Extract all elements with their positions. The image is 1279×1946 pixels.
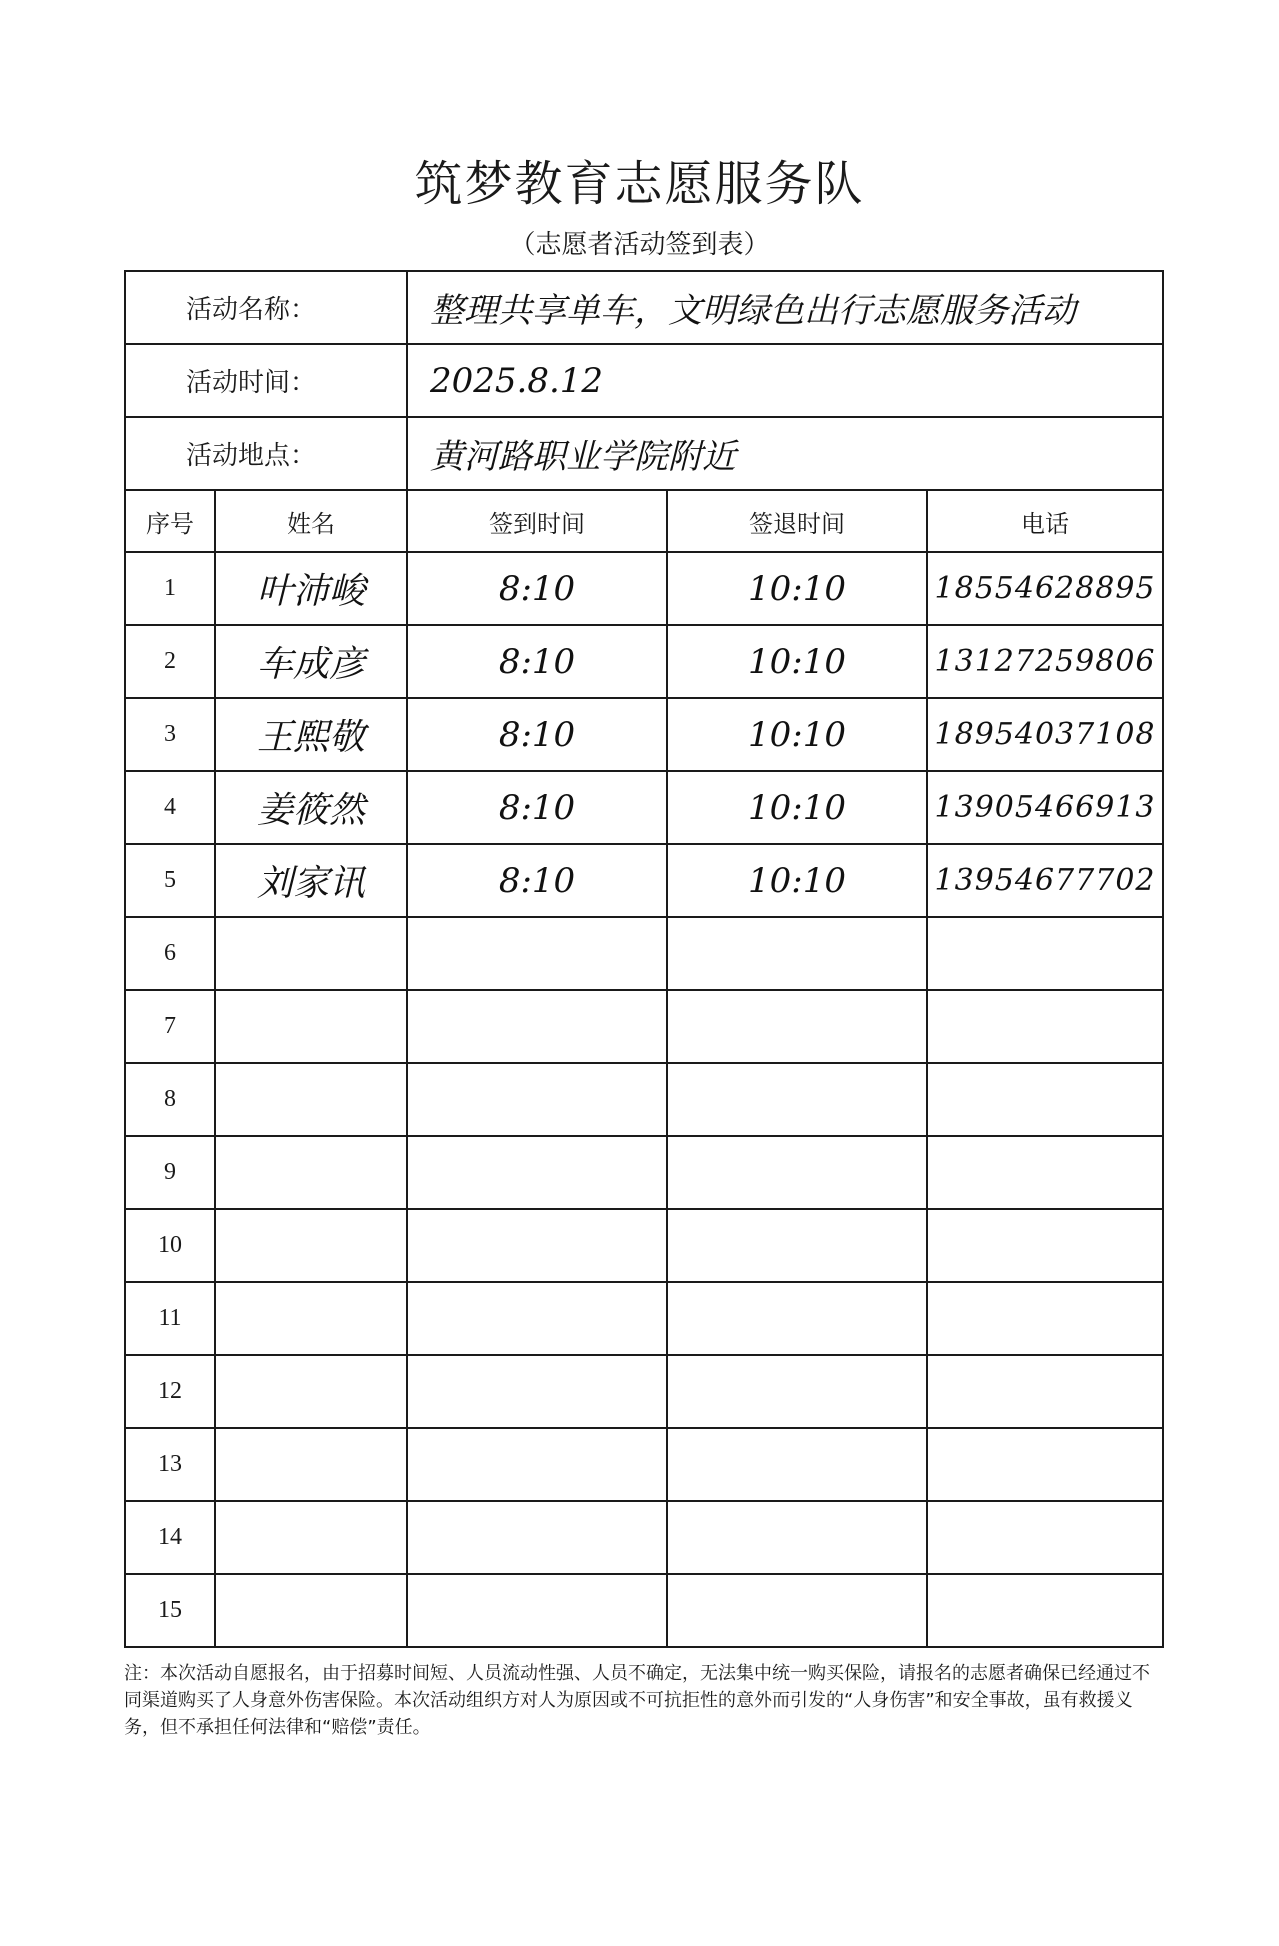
cell-index: 15: [125, 1574, 215, 1647]
table-row: [125, 1282, 1163, 1355]
cell-index: 8: [125, 1063, 215, 1136]
cell-index: 10: [125, 1209, 215, 1282]
table-row: [125, 698, 1163, 771]
column-header-index: 序号: [125, 490, 215, 552]
column-header-sign-in: 签到时间: [407, 490, 667, 552]
cell-index: 13: [125, 1428, 215, 1501]
activity-place-row: [125, 417, 1163, 490]
cell-name: 王熙敬: [215, 698, 407, 771]
activity-time-row: [125, 344, 1163, 417]
cell-name: 刘家讯: [215, 844, 407, 917]
cell-phone: 18554628895: [927, 552, 1163, 625]
cell-sign-out-time: [667, 1501, 927, 1574]
cell-name: 姜筱然: [215, 771, 407, 844]
cell-sign-out-time: [667, 1574, 927, 1647]
column-header-phone: 电话: [927, 490, 1163, 552]
cell-phone: [927, 1355, 1163, 1428]
cell-name: [215, 1501, 407, 1574]
cell-phone: [927, 917, 1163, 990]
cell-index: 1: [125, 552, 215, 625]
cell-sign-out-time: [667, 990, 927, 1063]
cell-sign-in-time: [407, 1209, 667, 1282]
cell-sign-in-time: 8:10: [407, 771, 667, 844]
cell-phone: [927, 1209, 1163, 1282]
activity-place-label: 活动地点：: [125, 417, 407, 490]
table-row: [125, 1063, 1163, 1136]
table-header-row: [125, 490, 1163, 552]
cell-sign-out-time: [667, 1282, 927, 1355]
table-row: [125, 1355, 1163, 1428]
cell-sign-out-time: [667, 1136, 927, 1209]
cell-name: [215, 1282, 407, 1355]
cell-sign-out-time: 10:10: [667, 552, 927, 625]
cell-sign-in-time: [407, 1136, 667, 1209]
cell-sign-in-time: [407, 1282, 667, 1355]
cell-index: 14: [125, 1501, 215, 1574]
cell-name: [215, 917, 407, 990]
cell-name: [215, 1063, 407, 1136]
cell-sign-in-time: [407, 990, 667, 1063]
activity-time-value: 2025.8.12: [407, 344, 1163, 417]
cell-index: 2: [125, 625, 215, 698]
cell-phone: [927, 1501, 1163, 1574]
cell-phone: 13905466913: [927, 771, 1163, 844]
table-row: [125, 771, 1163, 844]
cell-sign-in-time: [407, 1501, 667, 1574]
cell-sign-out-time: [667, 1063, 927, 1136]
cell-sign-out-time: 10:10: [667, 844, 927, 917]
cell-sign-out-time: 10:10: [667, 625, 927, 698]
table-row: [125, 1209, 1163, 1282]
table-row: [125, 552, 1163, 625]
disclaimer-note: 注：本次活动自愿报名，由于招募时间短、人员流动性强、人员不确定，无法集中统一购买保险，请报名的志愿者确保已经通过不同渠道购买了人身意外伤害保险。本次活动组织方对人为原因或不可抗拒性的意外而引发的“人身伤害”和安全事故，虽有救援义务，但不承担任何法律和“赔偿”责任。: [124, 1663, 1150, 1738]
cell-sign-in-time: [407, 1355, 667, 1428]
cell-sign-in-time: [407, 1428, 667, 1501]
cell-name: [215, 1209, 407, 1282]
cell-name: [215, 990, 407, 1063]
cell-sign-out-time: [667, 1355, 927, 1428]
cell-sign-in-time: 8:10: [407, 698, 667, 771]
cell-index: 4: [125, 771, 215, 844]
column-header-sign-out: 签退时间: [667, 490, 927, 552]
activity-name-label: 活动名称：: [125, 271, 407, 344]
cell-sign-in-time: 8:10: [407, 625, 667, 698]
cell-index: 7: [125, 990, 215, 1063]
cell-index: 3: [125, 698, 215, 771]
table-row: [125, 917, 1163, 990]
table-row: [125, 625, 1163, 698]
table-row: [125, 1501, 1163, 1574]
cell-sign-out-time: 10:10: [667, 698, 927, 771]
cell-phone: 13127259806: [927, 625, 1163, 698]
table-row: [125, 1428, 1163, 1501]
activity-place-value: 黄河路职业学院附近: [407, 417, 1163, 490]
cell-sign-out-time: [667, 1428, 927, 1501]
sign-in-table: [124, 270, 1164, 1648]
cell-name: [215, 1574, 407, 1647]
cell-name: 车成彦: [215, 625, 407, 698]
cell-sign-out-time: 10:10: [667, 771, 927, 844]
cell-name: [215, 1428, 407, 1501]
cell-sign-in-time: [407, 1063, 667, 1136]
activity-name-value: 整理共享单车，文明绿色出行志愿服务活动: [407, 271, 1163, 344]
cell-phone: 13954677702: [927, 844, 1163, 917]
cell-name: 叶沛峻: [215, 552, 407, 625]
cell-phone: [927, 1282, 1163, 1355]
cell-sign-out-time: [667, 1209, 927, 1282]
cell-phone: 18954037108: [927, 698, 1163, 771]
cell-index: 12: [125, 1355, 215, 1428]
cell-sign-in-time: [407, 1574, 667, 1647]
cell-name: [215, 1355, 407, 1428]
cell-phone: [927, 990, 1163, 1063]
cell-name: [215, 1136, 407, 1209]
table-row: [125, 1136, 1163, 1209]
cell-phone: [927, 1428, 1163, 1501]
cell-index: 9: [125, 1136, 215, 1209]
cell-index: 11: [125, 1282, 215, 1355]
cell-phone: [927, 1136, 1163, 1209]
table-row: [125, 1574, 1163, 1647]
cell-sign-in-time: 8:10: [407, 552, 667, 625]
cell-sign-in-time: 8:10: [407, 844, 667, 917]
cell-sign-in-time: [407, 917, 667, 990]
table-row: [125, 990, 1163, 1063]
table-row: [125, 844, 1163, 917]
activity-time-label: 活动时间：: [125, 344, 407, 417]
column-header-name: 姓名: [215, 490, 407, 552]
activity-name-row: [125, 271, 1163, 344]
cell-index: 6: [125, 917, 215, 990]
cell-sign-out-time: [667, 917, 927, 990]
page-subtitle: （志愿者活动签到表）: [509, 230, 770, 260]
cell-phone: [927, 1574, 1163, 1647]
page-title: 筑梦教育志愿服务队: [414, 156, 865, 212]
cell-phone: [927, 1063, 1163, 1136]
cell-index: 5: [125, 844, 215, 917]
